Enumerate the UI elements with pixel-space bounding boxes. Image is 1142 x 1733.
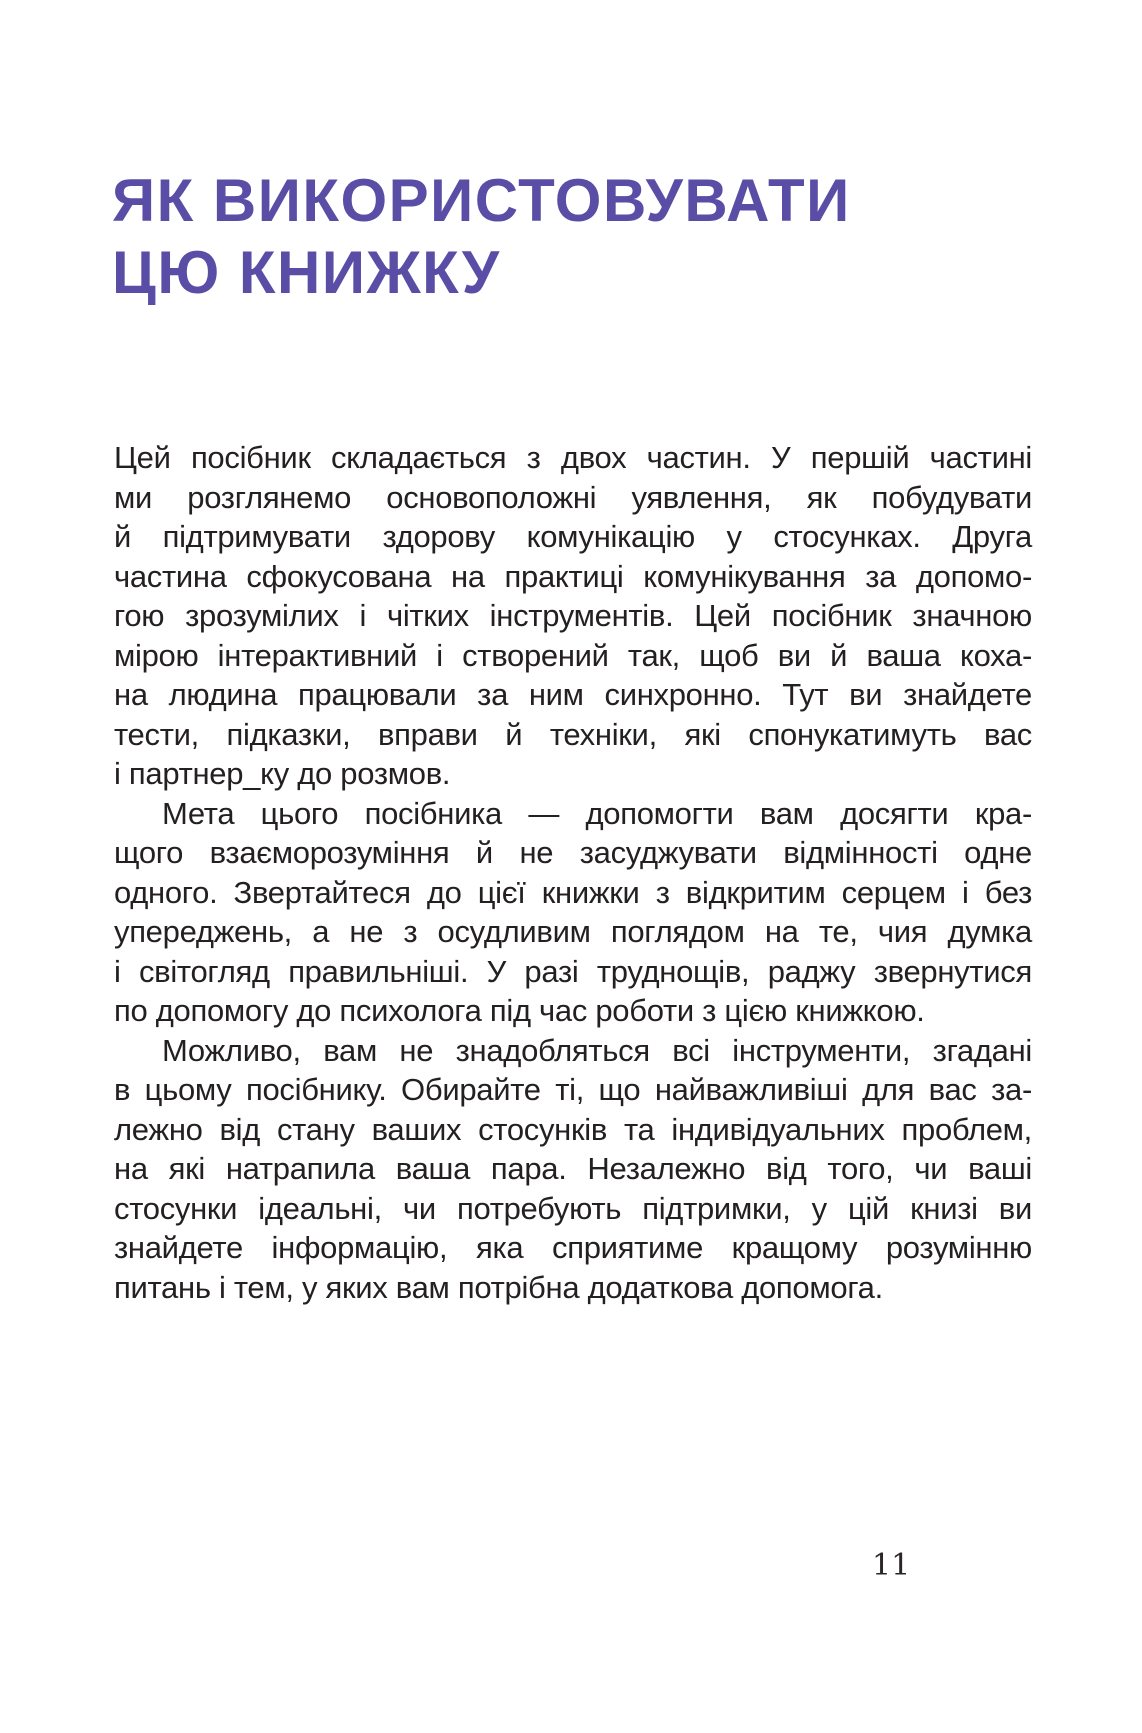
body-line: упереджень, а не з осудливим поглядом на те, чия думка xyxy=(114,914,1032,949)
body-line: в цьому посібнику. Обирайте ті, що найважливіші для вас за- xyxy=(114,1072,1032,1107)
body-text xyxy=(114,438,1032,1307)
body-line: по допомогу до психолога під час роботи з цією книжкою. xyxy=(114,993,925,1028)
body-line: одного. Звертайтеся до цієї книжки з відкритим серцем і без xyxy=(114,874,1032,910)
body-line: знайдете інформацію, яка сприятиме кращому розумінню xyxy=(114,1230,1032,1265)
body-line: і партнер_ку до розмов. xyxy=(114,756,451,791)
body-line: щого взаєморозуміння й не засуджувати відмінності одне xyxy=(114,835,1032,870)
chapter-title-line-2: ЦЮ КНИЖКУ xyxy=(112,239,501,306)
body-line: тести, підказки, вправи й техніки, які спонукатимуть вас xyxy=(114,716,1032,752)
body-line: лежно від стану ваших стосунків та індивідуальних проблем, xyxy=(114,1111,1032,1147)
body-line: питань і тем, у яких вам потрібна додаткова допомога. xyxy=(114,1269,883,1305)
body-line: Мета цього посібника — допомогти вам досягти кра- xyxy=(162,795,1032,831)
body-line: Цей посібник складається з двох частин. У першій частині xyxy=(114,440,1032,475)
body-line: на які натрапила ваша пара. Незалежно від того, чи ваші xyxy=(114,1151,1032,1186)
body-line: Можливо, вам не знадобляться всі інструменти, згадані xyxy=(162,1032,1032,1068)
body-line: стосунки ідеальні, чи потребують підтримки, у цій книзі ви xyxy=(114,1190,1032,1226)
chapter-title-line-1: ЯК ВИКОРИСТОВУВАТИ xyxy=(112,167,851,234)
body-line: і світогляд правильніші. У разі труднощів, раджу звернутися xyxy=(114,953,1032,989)
body-line: на людина працювали за ним синхронно. Тут ви знайдете xyxy=(114,677,1032,712)
body-line: й підтримувати здорову комунікацію у стосунках. Друга xyxy=(114,519,1032,554)
body-line: ми розглянемо основоположні уявлення, як побудувати xyxy=(114,479,1032,515)
body-line: гою зрозумілих і чітких інструментів. Цей посібник значною xyxy=(114,598,1032,633)
body-line: мірою інтерактивний і створений так, щоб ви й ваша коха- xyxy=(114,637,1032,673)
body-line: частина сфокусована на практиці комунікування за допомо- xyxy=(114,558,1032,594)
chapter-title xyxy=(112,165,1052,309)
page-number: 11 xyxy=(872,1548,911,1583)
